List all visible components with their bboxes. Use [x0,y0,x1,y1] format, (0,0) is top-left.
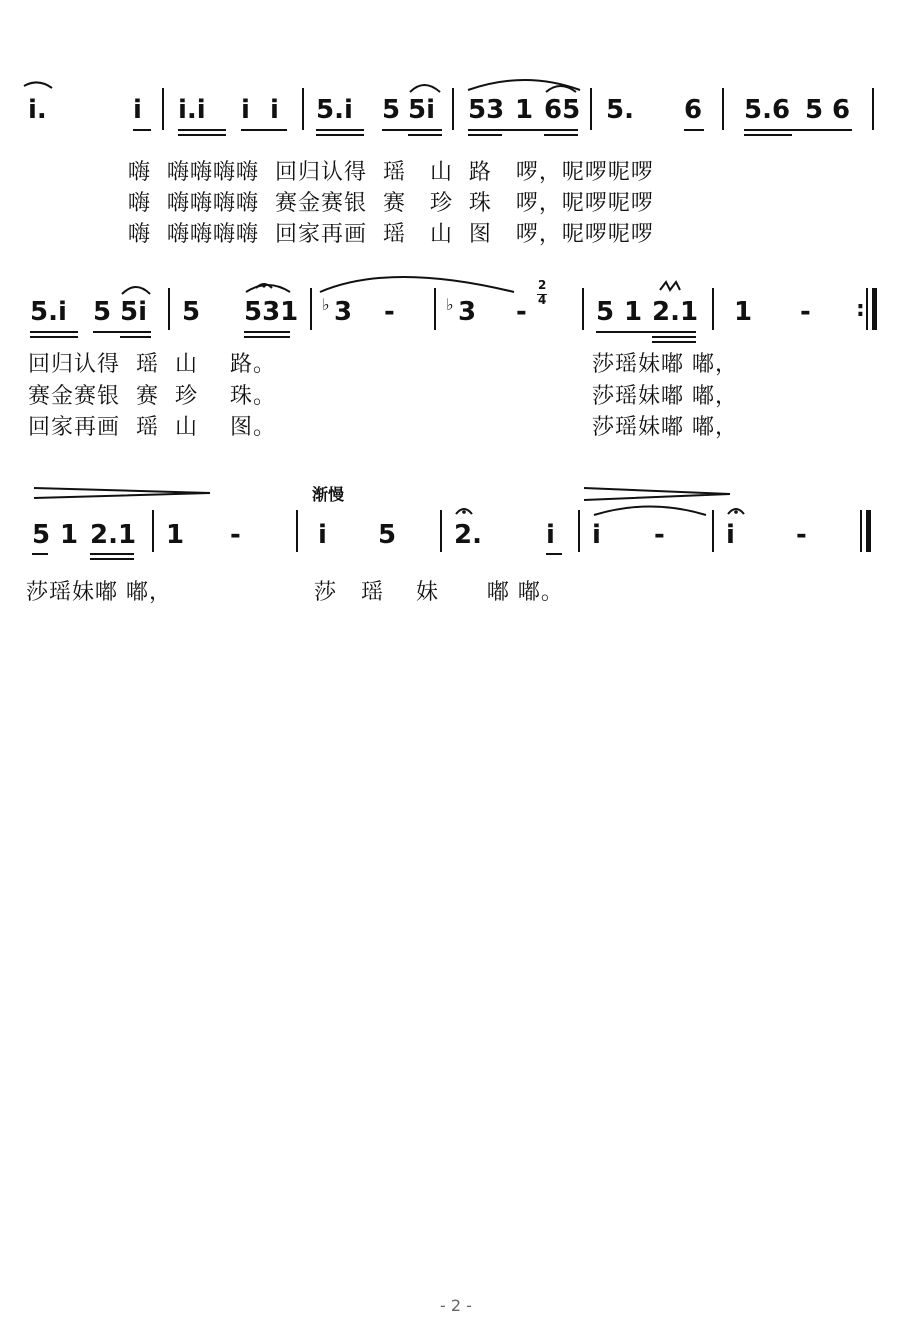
lyric-line-3: 嗨 嗨嗨嗨嗨 回家再画 瑶 山 图 啰，呢啰呢啰 [128,222,654,247]
note: 1 [60,520,79,550]
lyric-line-1: 嗨 嗨嗨嗨嗨 回归认得 瑶 山 路 啰，呢啰呢啰 [128,160,654,185]
lyric-ending: 莎 瑶 妹 嘟 嘟。 [314,580,564,605]
lyric-line-2: 赛金赛银 赛 珍 珠。 [28,384,276,409]
note: i [592,520,601,550]
lyric-line-3: 回家再画 瑶 山 图。 [28,415,276,440]
note: 2.1 [90,520,137,550]
note: 5. [606,95,634,125]
note: 5i [408,95,436,125]
note: 1 [515,95,534,125]
repeat-dots: : [856,297,865,322]
note: i [726,520,735,550]
note: 5 [805,95,824,125]
note: 53 [468,95,505,125]
note: i [318,520,327,550]
note: 5.6 [744,95,791,125]
note: 3 [334,297,353,327]
note: 5 [382,95,401,125]
slur [122,287,150,294]
note: 1 [624,297,643,327]
note: - [654,520,665,550]
flat-sign: ♭ [446,295,454,314]
note: 1 [166,520,185,550]
tempo-marking: 渐慢 [312,485,345,504]
note: 6 [832,95,851,125]
slur [320,277,514,292]
note: 1 [734,297,753,327]
lyric-line-2: 嗨 嗨嗨嗨嗨 赛金赛银 赛 珍 珠 啰，呢啰呢啰 [128,191,654,216]
refrain-line-1: 莎瑶妹嘟 嘟， [592,352,738,377]
note: - [384,297,395,327]
note: i [546,520,555,550]
note: - [230,520,241,550]
meter-top: 2 [538,278,547,292]
note: - [516,297,527,327]
note: 5.i [30,297,67,327]
note: 5i [120,297,148,327]
slur [594,507,706,516]
slur [410,85,440,92]
refrain-line-3: 莎瑶妹嘟 嘟， [592,415,738,440]
slur [24,82,52,88]
note: 3 [458,297,477,327]
note: 2. [454,520,482,550]
refrain-line-2: 莎瑶妹嘟 嘟， [592,384,738,409]
decrescendo-hairpin [584,488,730,500]
lyric-line-1: 回归认得 瑶 山 路。 [28,352,276,377]
note: i.i [178,95,206,125]
note: - [800,297,811,327]
note: 5 [182,297,201,327]
mordent-icon [660,282,680,290]
note: 5.i [316,95,353,125]
note: i [241,95,250,125]
note: 65 [544,95,581,125]
note: 2.1 [652,297,699,327]
note: 5 [93,297,112,327]
note: 5 [596,297,615,327]
page-number: - 2 - [440,1296,472,1315]
note: i. [28,95,47,125]
note: i [270,95,279,125]
meter-bottom: 4 [538,293,547,307]
note: i [133,95,142,125]
note: 5 [32,520,51,550]
note: 531 [244,297,299,327]
note: 6 [684,95,703,125]
lyric-refrain: 莎瑶妹嘟 嘟， [26,580,172,605]
flat-sign: ♭ [322,295,330,314]
note: - [796,520,807,550]
note: 5 [378,520,397,550]
slur [468,80,580,90]
decrescendo-hairpin [34,488,210,498]
